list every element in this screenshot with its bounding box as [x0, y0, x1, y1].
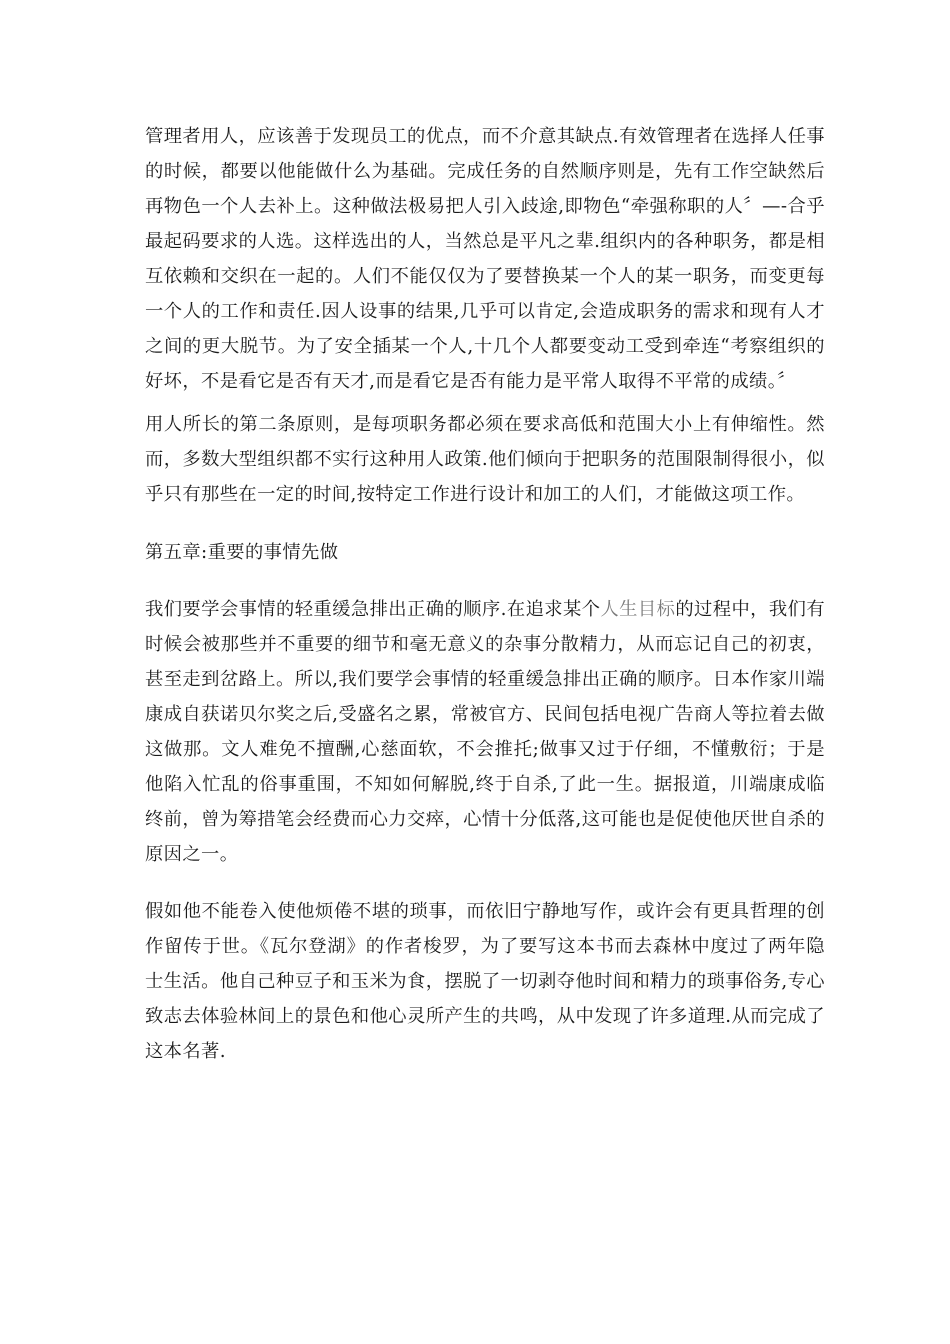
paragraph-3 — [145, 592, 825, 872]
document-page — [145, 119, 825, 1069]
paragraph-3-text-before-link: 我们要学会事情的轻重缓急排出正确的顺序.在追求某个 — [145, 599, 601, 620]
paragraph-1: 管理者用人，应该善于发现员工的优点，而不介意其缺点.有效管理者在选择人任事的时候，都要以他能做什么为基础。完成任务的自然顺序则是，先有工作空缺然后再物色一个人去补上。这种做法极易把人引入歧途,即物色“牵强称职的人〞—-合乎最起码要求的人选。这样选出的人，当然总是平凡之辈.组织内的各种职务，都是相互依赖和交织在一起的。人们不能仅仅为了要替换某一个人的某一职务，而变更每一个人的工作和责任.因人设事的结果,几乎可以肯定,会造成职务的需求和现有人才之间的更大脱节。为了安全插某一个人,十几个人都要变动工受到牵连“考察组织的好坏，不是看它是否有天才,而是看它是否有能力是平常人取得不平常的成绩。〞 — [145, 126, 825, 392]
paragraph-3-text-after-link: 的过程中，我们有时候会被那些并不重要的细节和毫无意义的杂事分散精力，从而忘记自己的初衷，甚至走到岔路上。所以,我们要学会事情的轻重缓急排出正确的顺序。日本作家川端康成自获诺贝尔奖之后,受盛名之累，常被官方、民间包括电视广告商人等拉着去做这做那。文人难免不擅酬,心慈面软，不会推托;做事又过于仔细，不懂敷衍；于是他陷入忙乱的俗事重围，不知如何解脱,终于自杀,了此一生。据报道，川端康成临终前，曾为筹措笔会经费而心力交瘁，心情十分低落,这可能也是促使他厌世自杀的原因之一。 — [145, 599, 826, 865]
paragraph-4: 假如他不能卷入使他烦倦不堪的琐事，而依旧宁静地写作，或许会有更具哲理的创作留传于世。《瓦尔登湖》的作者梭罗，为了要写这本书而去森林中度过了两年隐士生活。他自己种豆子和玉米为食，摆脱了一切剥夺他时间和精力的琐事俗务,专心致志去体验林间上的景色和他心灵所产生的共鸣，从中发现了许多道理.从而完成了这本名著. — [145, 901, 825, 1062]
chapter-heading: 第五章:重要的事情先做 — [145, 542, 339, 563]
life-goal-link[interactable]: 人生目标 — [600, 599, 676, 620]
paragraph-2: 用人所长的第二条原则，是每项职务都必须在要求高低和范围大小上有伸缩性。然而，多数大型组织都不实行这种用人政策.他们倾向于把职务的范围限制得很小，似乎只有那些在一定的时间,按特定工作进行设计和加工的人们，才能做这项工作。 — [145, 414, 825, 505]
